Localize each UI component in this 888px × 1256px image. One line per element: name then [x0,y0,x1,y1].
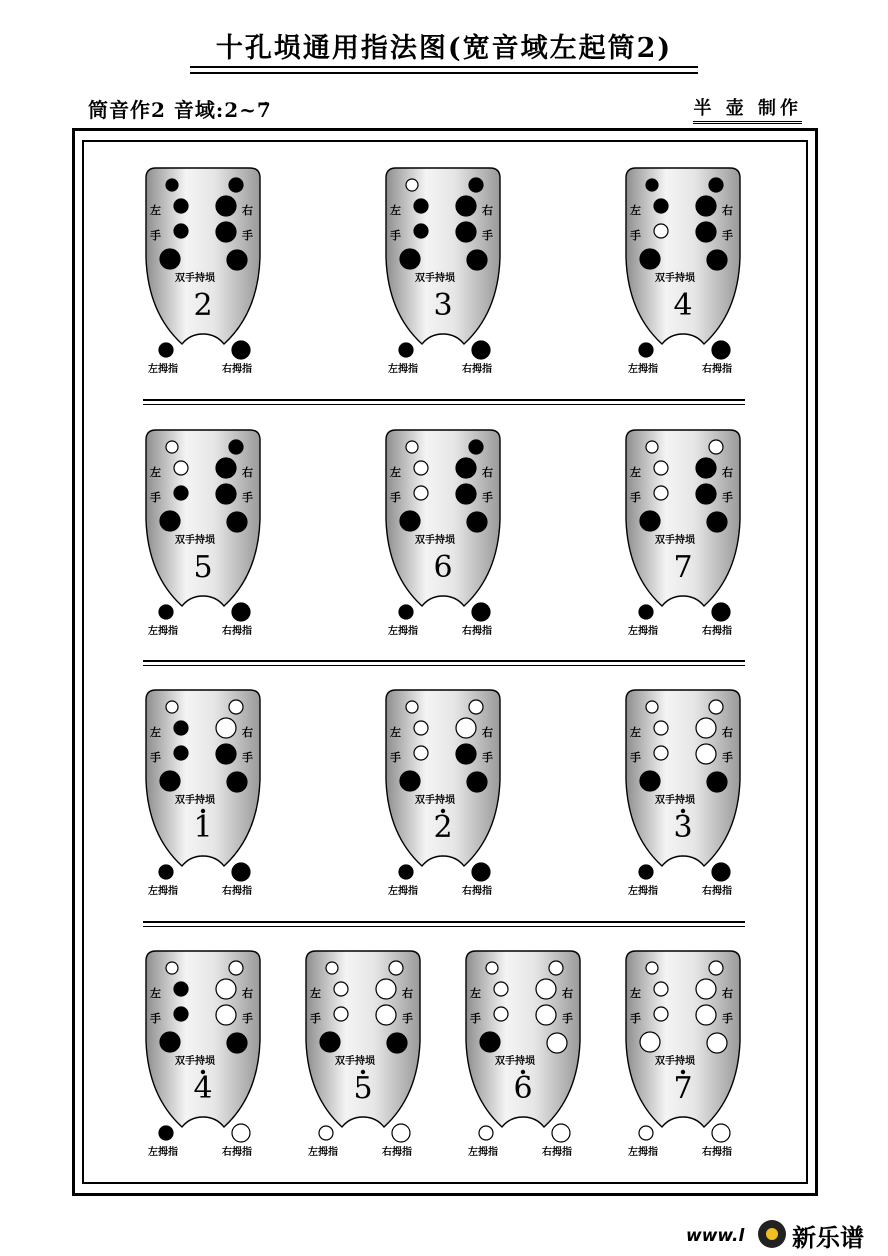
open-hole [456,718,476,738]
closed-hole [227,512,247,532]
open-hole [216,979,236,999]
fingering-chart [306,951,486,1171]
left-thumb-hole [399,343,413,357]
fingering-chart [386,168,566,388]
closed-hole [456,222,476,242]
note-label: 3 [433,288,453,323]
open-hole [536,1005,556,1025]
right-thumb-hole [232,341,250,359]
left-thumb-hole [639,343,653,357]
open-hole [696,979,716,999]
right-hand-label: 手 [722,229,733,242]
right-thumb-label: 右拇指 [702,626,732,637]
left-thumb-hole [399,865,413,879]
left-hand-label: 左 [150,726,161,739]
left-thumb-hole [319,1126,333,1140]
right-thumb-label: 右拇指 [702,1147,732,1158]
xun-body-drawing [626,168,806,378]
right-hand-label: 右 [402,987,413,1000]
fingering-chart [626,430,806,650]
closed-hole [216,458,236,478]
open-hole [166,962,178,974]
xun-body-drawing [146,430,326,640]
right-hand-label: 右 [242,987,253,1000]
right-hand-label: 右 [722,987,733,1000]
open-hole [654,486,668,500]
left-thumb-hole [399,605,413,619]
right-thumb-hole [472,341,490,359]
open-hole [494,1007,508,1021]
xun-body-drawing [386,168,566,378]
title-rule-bottom [190,72,698,74]
closed-hole [640,511,660,531]
left-thumb-label: 左拇指 [388,886,418,897]
left-thumb-label: 左拇指 [308,1147,338,1158]
hold-label: 双手持埙 [655,795,695,806]
right-thumb-label: 右拇指 [222,364,252,375]
open-hole [406,441,418,453]
right-thumb-label: 右拇指 [222,626,252,637]
left-thumb-label: 左拇指 [148,1147,178,1158]
right-thumb-hole [712,603,730,621]
open-hole [696,744,716,764]
left-thumb-label: 左拇指 [628,626,658,637]
right-hand-label: 手 [242,491,253,504]
left-hand-label: 左 [470,987,481,1000]
open-hole [696,718,716,738]
right-thumb-label: 右拇指 [462,364,492,375]
closed-hole [216,484,236,504]
closed-hole [174,1007,188,1021]
closed-hole [709,178,723,192]
right-hand-label: 手 [722,491,733,504]
right-thumb-label: 右拇指 [382,1147,412,1158]
left-hand-label: 手 [150,491,161,504]
note-label: 7 [673,550,693,585]
closed-hole [160,511,180,531]
right-thumb-label: 右拇指 [462,886,492,897]
fingering-chart [386,430,566,650]
xun-body-drawing [626,430,806,640]
open-hole [414,461,428,475]
note-label: 1 [193,810,213,845]
left-thumb-label: 左拇指 [388,626,418,637]
left-thumb-hole [639,865,653,879]
right-hand-label: 右 [562,987,573,1000]
note-label: 2 [193,288,213,323]
row-separator [143,926,745,927]
right-hand-label: 手 [242,229,253,242]
open-hole [646,701,658,713]
closed-hole [707,250,727,270]
open-hole [536,979,556,999]
subtitle: 筒音作2 音域:2~7̇ [88,98,272,122]
right-hand-label: 手 [562,1012,573,1025]
open-hole [654,746,668,760]
left-hand-label: 左 [630,726,641,739]
left-thumb-label: 左拇指 [628,1147,658,1158]
closed-hole [414,199,428,213]
hold-label: 双手持埙 [415,795,455,806]
open-hole [654,982,668,996]
open-hole [216,1005,236,1025]
right-hand-label: 手 [242,1012,253,1025]
right-hand-label: 手 [482,229,493,242]
closed-hole [400,249,420,269]
right-hand-label: 右 [242,466,253,479]
xun-body-drawing [146,951,326,1161]
note-label: 5 [193,550,213,585]
left-hand-label: 左 [630,204,641,217]
right-thumb-hole [472,863,490,881]
open-hole [547,1033,567,1053]
open-hole [216,718,236,738]
closed-hole [227,250,247,270]
closed-hole [174,224,188,238]
hold-label: 双手持埙 [175,535,215,546]
closed-hole [467,772,487,792]
left-thumb-hole [159,865,173,879]
xun-body-drawing [466,951,646,1161]
row-separator [143,921,745,923]
xun-body-drawing [306,951,486,1161]
closed-hole [160,1032,180,1052]
right-hand-label: 右 [722,466,733,479]
left-hand-label: 手 [310,1012,321,1025]
open-hole [549,961,563,975]
right-hand-label: 右 [482,204,493,217]
left-hand-label: 左 [150,987,161,1000]
right-thumb-hole [712,341,730,359]
right-hand-label: 手 [242,751,253,764]
fingering-chart [146,951,326,1171]
row-separator [143,665,745,666]
left-thumb-label: 左拇指 [148,626,178,637]
row-separator [143,404,745,405]
open-hole [334,1007,348,1021]
left-hand-label: 手 [470,1012,481,1025]
right-thumb-label: 右拇指 [702,886,732,897]
open-hole [166,701,178,713]
right-hand-label: 手 [402,1012,413,1025]
fingering-chart [146,430,326,650]
open-hole [654,461,668,475]
watermark-brand: 新乐谱 [792,1224,864,1252]
title-rule-top [190,66,698,68]
right-thumb-label: 右拇指 [222,886,252,897]
closed-hole [456,458,476,478]
right-thumb-label: 右拇指 [222,1147,252,1158]
right-hand-label: 手 [722,1012,733,1025]
open-hole [229,700,243,714]
right-hand-label: 手 [722,751,733,764]
open-hole [414,746,428,760]
hold-label: 双手持埙 [175,273,215,284]
left-thumb-label: 左拇指 [628,886,658,897]
open-hole [406,179,418,191]
right-thumb-hole [472,603,490,621]
closed-hole [216,196,236,216]
right-thumb-hole [232,603,250,621]
closed-hole [469,178,483,192]
page-title: 十孔埙通用指法图(宽音域左起筒2) [215,33,673,64]
left-thumb-label: 左拇指 [468,1147,498,1158]
closed-hole [456,484,476,504]
open-hole [707,1033,727,1053]
closed-hole [696,222,716,242]
left-thumb-hole [159,343,173,357]
left-hand-label: 左 [150,204,161,217]
left-hand-label: 手 [630,1012,641,1025]
left-thumb-label: 左拇指 [148,364,178,375]
open-hole [334,982,348,996]
closed-hole [320,1032,340,1052]
closed-hole [646,179,658,191]
right-hand-label: 手 [482,491,493,504]
closed-hole [174,721,188,735]
closed-hole [174,486,188,500]
closed-hole [696,484,716,504]
closed-hole [160,771,180,791]
closed-hole [456,196,476,216]
closed-hole [456,744,476,764]
note-label: 6 [433,550,453,585]
open-hole [654,1007,668,1021]
left-hand-label: 左 [390,726,401,739]
hold-label: 双手持埙 [415,273,455,284]
left-thumb-hole [479,1126,493,1140]
hold-label: 双手持埙 [175,795,215,806]
watermark-url: www.l [686,1226,745,1246]
open-hole [696,1005,716,1025]
closed-hole [166,179,178,191]
right-hand-label: 右 [722,204,733,217]
open-hole [709,440,723,454]
right-thumb-hole [232,1124,250,1142]
right-thumb-hole [232,863,250,881]
note-label: 5 [353,1071,373,1106]
open-hole [486,962,498,974]
left-hand-label: 手 [390,751,401,764]
right-thumb-label: 右拇指 [462,626,492,637]
left-thumb-hole [159,605,173,619]
open-hole [406,701,418,713]
right-hand-label: 右 [242,726,253,739]
left-hand-label: 左 [390,466,401,479]
watermark-logo-icon [758,1220,786,1248]
hold-label: 双手持埙 [495,1056,535,1067]
open-hole [414,486,428,500]
closed-hole [227,772,247,792]
fingering-chart [466,951,646,1171]
open-hole [646,441,658,453]
right-thumb-hole [392,1124,410,1142]
note-label: 7 [673,1071,693,1106]
left-thumb-hole [639,605,653,619]
closed-hole [174,746,188,760]
closed-hole [400,511,420,531]
left-hand-label: 手 [390,229,401,242]
closed-hole [174,199,188,213]
left-hand-label: 手 [630,229,641,242]
fingering-chart [626,951,806,1171]
open-hole [494,982,508,996]
closed-hole [216,744,236,764]
closed-hole [414,224,428,238]
xun-body-drawing [386,690,566,900]
fingering-chart [146,690,326,910]
right-hand-label: 右 [242,204,253,217]
right-hand-label: 右 [482,466,493,479]
open-hole [654,721,668,735]
open-hole [376,979,396,999]
closed-hole [480,1032,500,1052]
right-thumb-hole [552,1124,570,1142]
row-separator [143,660,745,662]
closed-hole [229,178,243,192]
left-hand-label: 手 [390,491,401,504]
hold-label: 双手持埙 [655,1056,695,1067]
note-label: 4 [193,1071,213,1106]
fingering-chart [146,168,326,388]
open-hole [174,461,188,475]
xun-body-drawing [146,168,326,378]
left-thumb-hole [159,1126,173,1140]
closed-hole [227,1033,247,1053]
right-hand-label: 右 [722,726,733,739]
left-hand-label: 左 [390,204,401,217]
hold-label: 双手持埙 [335,1056,375,1067]
closed-hole [654,199,668,213]
open-hole [229,961,243,975]
open-hole [709,961,723,975]
hold-label: 双手持埙 [415,535,455,546]
open-hole [646,962,658,974]
closed-hole [640,249,660,269]
closed-hole [174,982,188,996]
left-hand-label: 手 [150,1012,161,1025]
fingering-chart [626,168,806,388]
xun-body-drawing [386,430,566,640]
closed-hole [696,196,716,216]
left-hand-label: 左 [150,466,161,479]
hold-label: 双手持埙 [175,1056,215,1067]
left-thumb-label: 左拇指 [388,364,418,375]
fingering-chart [626,690,806,910]
xun-body-drawing [146,690,326,900]
right-hand-label: 手 [482,751,493,764]
closed-hole [696,458,716,478]
left-hand-label: 手 [630,751,641,764]
open-hole [469,700,483,714]
left-hand-label: 手 [150,229,161,242]
right-thumb-hole [712,1124,730,1142]
open-hole [166,441,178,453]
closed-hole [640,771,660,791]
closed-hole [467,512,487,532]
hold-label: 双手持埙 [655,273,695,284]
left-hand-label: 手 [150,751,161,764]
open-hole [389,961,403,975]
right-thumb-label: 右拇指 [702,364,732,375]
row-separator [143,399,745,401]
note-label: 4 [673,288,693,323]
open-hole [640,1032,660,1052]
open-hole [376,1005,396,1025]
open-hole [326,962,338,974]
left-hand-label: 左 [630,466,641,479]
open-hole [654,224,668,238]
closed-hole [707,772,727,792]
note-label: 3 [673,810,693,845]
closed-hole [387,1033,407,1053]
right-thumb-label: 右拇指 [542,1147,572,1158]
open-hole [414,721,428,735]
closed-hole [160,249,180,269]
closed-hole [469,440,483,454]
fingering-chart [386,690,566,910]
left-hand-label: 手 [630,491,641,504]
closed-hole [216,222,236,242]
xun-body-drawing [626,951,806,1161]
xun-body-drawing [626,690,806,900]
left-hand-label: 左 [630,987,641,1000]
right-thumb-hole [712,863,730,881]
closed-hole [229,440,243,454]
left-thumb-label: 左拇指 [628,364,658,375]
note-label: 6 [513,1071,533,1106]
left-hand-label: 左 [310,987,321,1000]
note-label: 2 [433,810,453,845]
left-thumb-hole [639,1126,653,1140]
open-hole [709,700,723,714]
author: 半 壶 制作 [693,94,802,124]
hold-label: 双手持埙 [655,535,695,546]
closed-hole [400,771,420,791]
left-thumb-label: 左拇指 [148,886,178,897]
closed-hole [707,512,727,532]
right-hand-label: 右 [482,726,493,739]
closed-hole [467,250,487,270]
